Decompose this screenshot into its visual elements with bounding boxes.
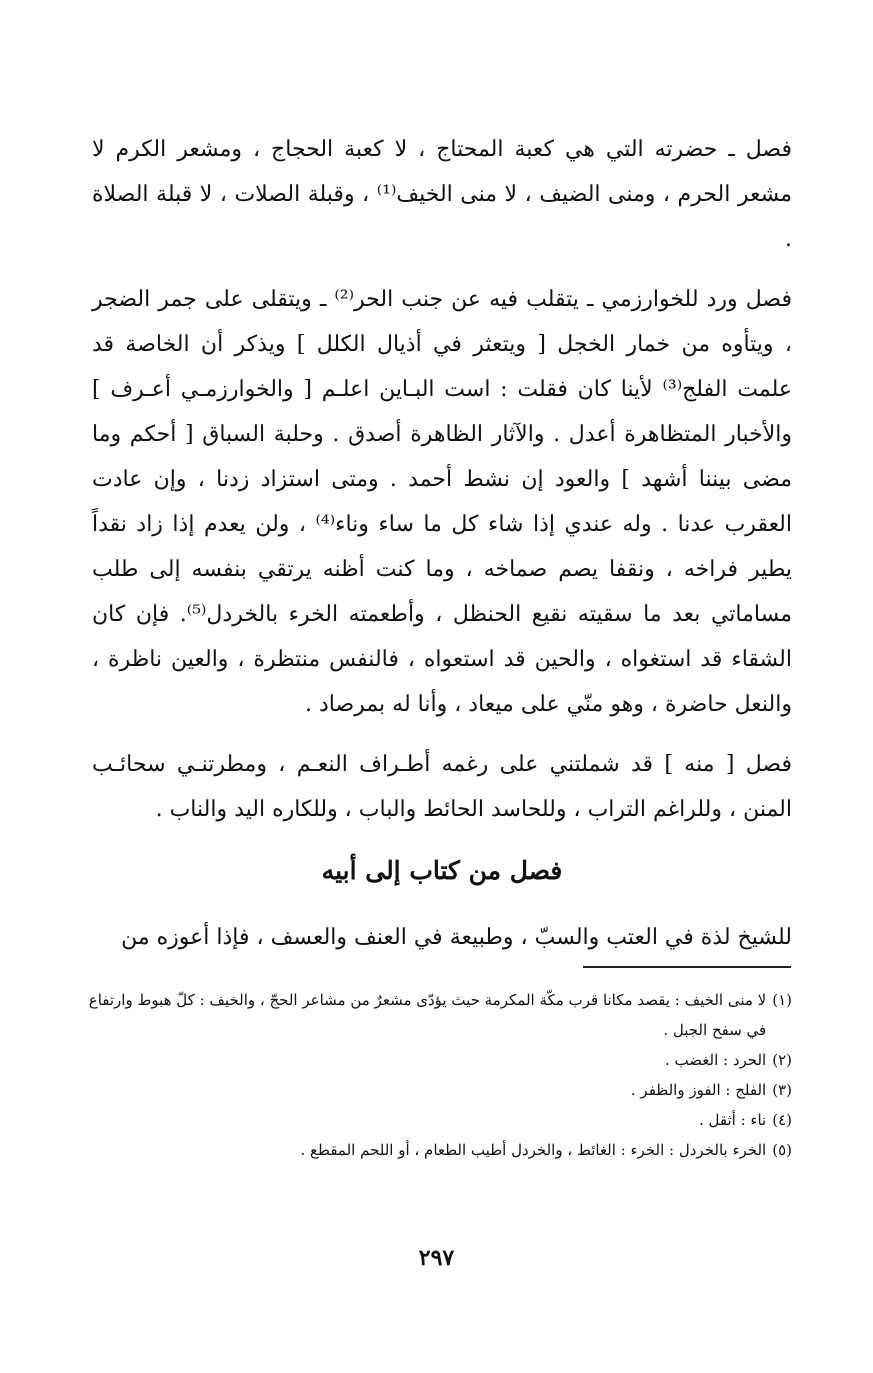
footnote-item bbox=[82, 1045, 792, 1075]
paragraph-khwarazmi: فصل ورد للخوارزمي ـ يتقلب فيه عن جنب الحر⁽²⁾ ـ ويتقلى على جمر الضجر ، ويتأوه من خمار الخجل [ ويتعثر في أذيال الكلل ] ويذكر أن الخاصة قد علمت الفلج⁽³⁾ لأينا كان فقلت : است البـاين اعلـم [ والخوارزمـي أعـرف ] والأخبار المتظاهرة أعدل . والآثار الظاهرة أصدق . وحلبة السباق [ أحكم وما مضى بيننا أشهد ] والعود إن نشط أحمد . ومتى استزاد زدنا ، وإن عادت العقرب عدنا . وله عندي إذا شاء كل ما ساء وناء⁽⁴⁾ ، ولن يعدم إذا زاد نقداً يطير فراخه ، ونقفا يصم صماخه ، وما كنت أظنه يرتقي بنفسه إلى طلب مساماتي بعد ما سقيته نقيع الحنظل ، وأطعمته الخرء بالخردل⁽⁵⁾. فإن كان الشقاء قد استغواه ، والحين قد استعواه ، فالنفس منتظرة ، والعين ناظرة ، والنعل حاضرة ، وهو منّي على ميعاد ، وأنا له بمرصاد . bbox=[92, 287, 792, 717]
footnote-item bbox=[82, 1105, 792, 1135]
section-heading: فصل من كتاب إلى أبيه bbox=[321, 855, 563, 885]
footnote-text: ناء : أثقل . bbox=[699, 1111, 767, 1129]
paragraph-father-letter: للشيخ لذة في العتب والسبّ ، وطبيعة في العنف والعسف ، فإذا أعوزه من bbox=[121, 925, 792, 950]
footnote-item bbox=[82, 1135, 792, 1165]
footnote-text: الخرء بالخردل : الخرء : الغائط ، والخردل أطيب الطعام ، أو اللحم المقطع . bbox=[300, 1141, 767, 1159]
footnote-text: لا منى الخيف : يقصد مكانا قرب مكّة المكرمة حيث يؤدّى مشعرٌ من مشاعر الحجّ ، والخيف : كلّ هبوط وارتفاع في سفح الجبل . bbox=[88, 991, 767, 1039]
footnote-number: (٥) bbox=[772, 1141, 792, 1159]
paragraph-minhu: فصل [ منه ] قد شملتني على رغمه أطـراف النعـم ، ومطرتنـي سحائـب المنن ، وللراغم التراب ، وللحاسد الحائط والباب ، وللكاره اليد والناب . bbox=[92, 752, 792, 822]
footnote-text: الحرد : الغضب . bbox=[665, 1051, 767, 1069]
footnotes bbox=[82, 985, 792, 1165]
footnote-item bbox=[82, 1075, 792, 1105]
footnote-item bbox=[82, 985, 792, 1045]
page-number: ٢٩٧ bbox=[418, 1245, 455, 1271]
footnote-divider bbox=[583, 966, 791, 968]
footnote-number: (٤) bbox=[772, 1111, 792, 1129]
footnote-text: الفلج : الفوز والظفر . bbox=[630, 1081, 767, 1099]
paragraph-hadra: فصل ـ حضرته التي هي كعبة المحتاج ، لا كعبة الحجاج ، ومشعر الكرم لا مشعر الحرم ، ومنى الضيف ، لا منى الخيف⁽¹⁾ ، وقبلة الصلات ، لا قبلة الصلاة . bbox=[92, 137, 792, 252]
footnote-number: (٣) bbox=[772, 1081, 792, 1099]
footnote-number: (٢) bbox=[772, 1051, 792, 1069]
footnote-number: (١) bbox=[772, 991, 792, 1009]
